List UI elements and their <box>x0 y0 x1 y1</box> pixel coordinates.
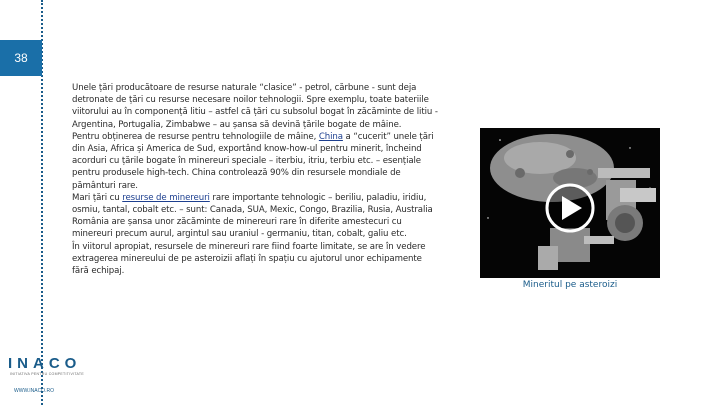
logo-text: INACO <box>8 355 82 372</box>
asteroid-mining-illustration <box>480 128 660 278</box>
page-number-badge <box>0 40 42 76</box>
paragraph-2-post: a “cucerit” unele țări din Asia, Africa și America de Sud, exportând know-how-ul pentru minerit, încheind acorduri cu țările bogate în minereuri speciale – iterbiu, itriu, terbiu etc. – esențiale pentru produsele high-tech. China controlează 90% din resursele mondiale de pământuri rare. <box>72 131 434 191</box>
paragraph-3-post: rare importante tehnologic – beriliu, paladiu, iridiu, osmiu, tantal, cobalt etc. – sunt: Canada, SUA, Mexic, Congo, Brazilia, Rusia, Australia <box>72 192 433 216</box>
paragraph-4: România are șansa unor zăcăminte de minereuri rare în diferite amestecuri cu minereuri precum aurul, argintul sau uraniul - germaniu, titan, cobalt, galiu etc. <box>72 217 407 240</box>
page-number: 38 <box>14 51 28 65</box>
paragraph-1: Unele țări producătoare de resurse naturale “clasice” - petrol, cărbune - sunt deja detronate de țări cu resurse necesare noilor tehnologii. Spre exemplu, toate bateriile viitorului au în componență litiu – astfel că țări cu subsolul bogat în zăcăminte de litiu - Argentina, Portugalia, Zimbabwe – au șansa să devină țările bogate de mâine. <box>72 83 438 130</box>
website-link[interactable]: WWW.INACO.RO <box>14 388 54 394</box>
video-caption: Mineritul pe asteroizi <box>522 280 618 290</box>
china-link[interactable]: China <box>318 131 343 142</box>
video-thumbnail[interactable] <box>480 128 660 278</box>
paragraph-2 <box>72 131 440 192</box>
paragraph-5: În viitorul apropiat, resursele de minereuri rare fiind foarte limitate, se are în vedere extragerea minereului de pe asteroizii aflați în spațiu cu ajutorul unor echipamente fără echipaj. <box>72 241 426 277</box>
resurse-minereuri-link[interactable]: resurse de minereuri <box>122 192 210 203</box>
paragraph-2-pre: Pentru obținerea de resurse pentru tehnologiile de mâine, <box>72 131 319 142</box>
body-text <box>72 82 440 277</box>
logo-subtitle: INITIATIVA PENTRU COMPETITIVITATE <box>10 372 85 376</box>
paragraph-3-pre: Mari țări cu <box>72 192 123 203</box>
paragraph-3 <box>72 192 440 216</box>
